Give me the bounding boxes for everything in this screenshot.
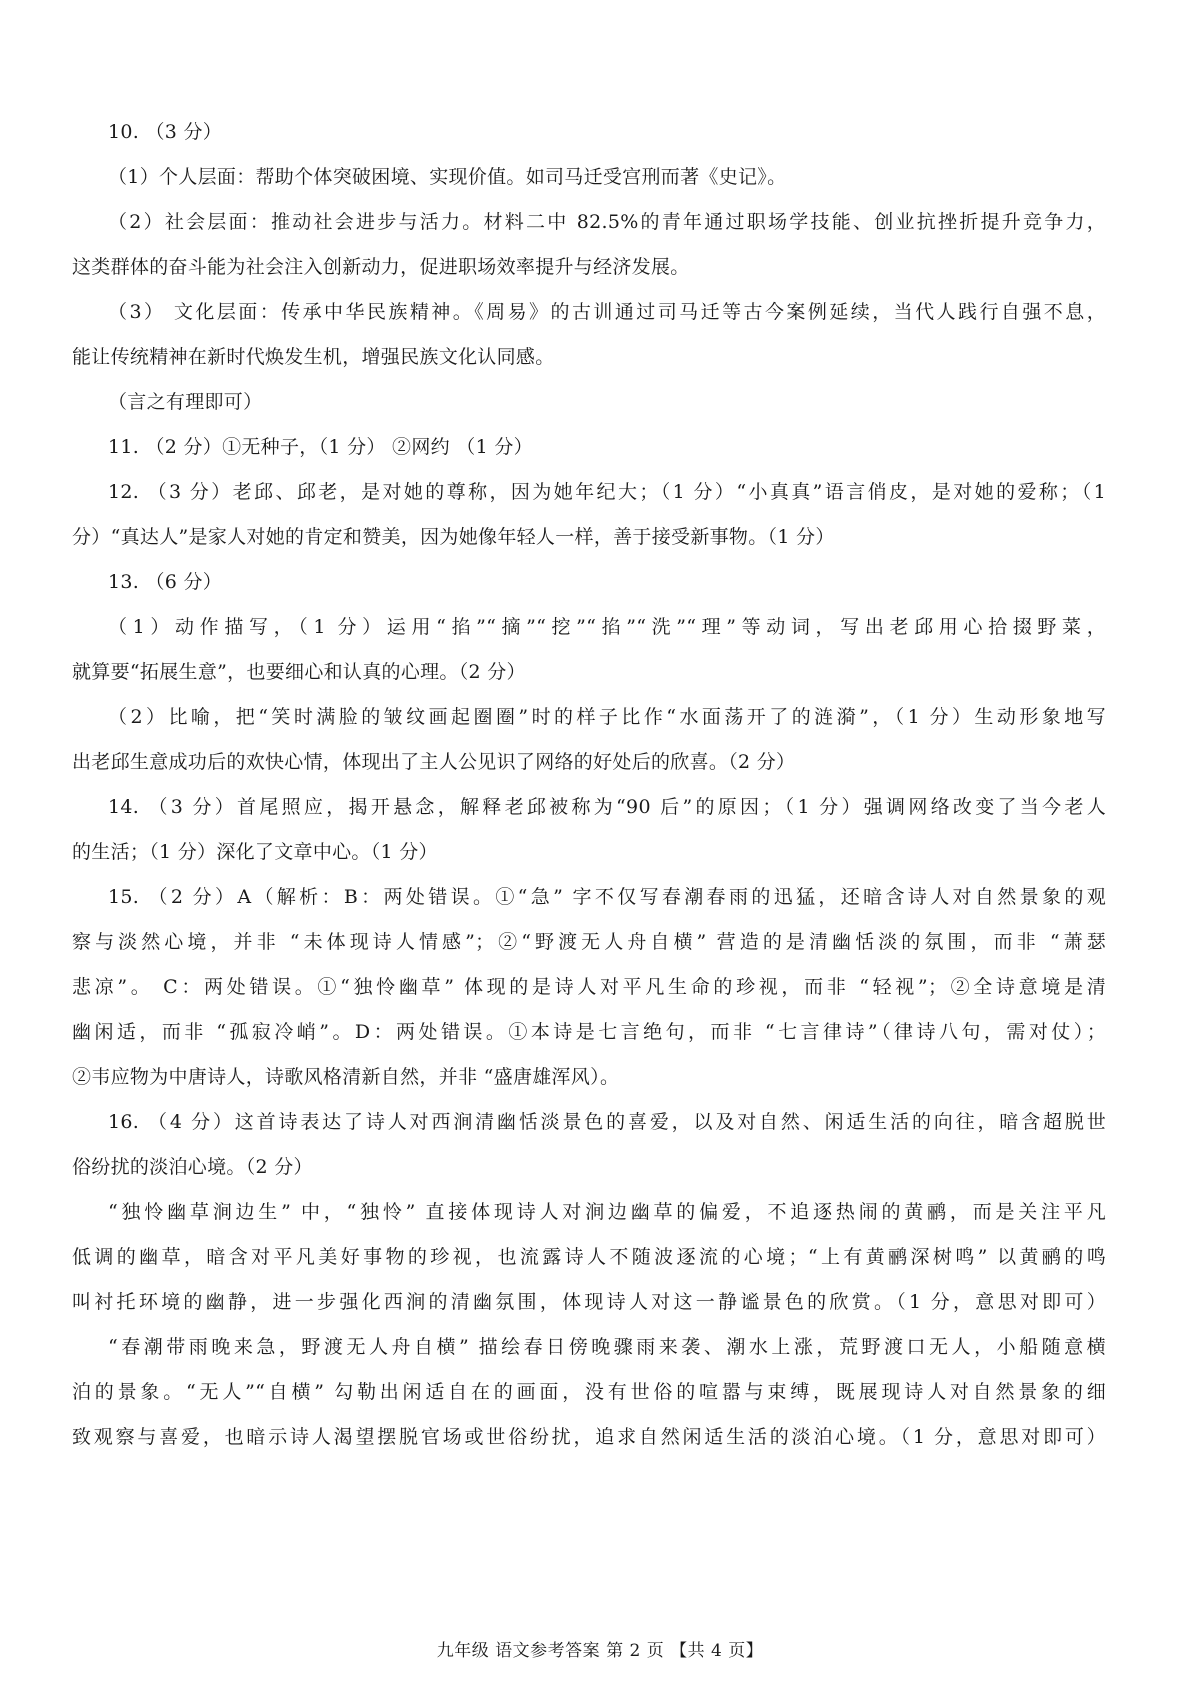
q11-answer: 11. （2 分）①无种子，（1 分） ②网约 （1 分） xyxy=(108,436,533,458)
q15-answer-line-2: 察与淡然心境，并非 “未体现诗人情感”；②“野渡无人舟自横” 营造的是清幽恬淡的氛围，而非 “萧瑟 xyxy=(72,931,1106,953)
q10-point-2-line-2: 这类群体的奋斗能为社会注入创新动力，促进职场效率提升与经济发展。 xyxy=(72,256,690,278)
q13-point-2-line-2: 出老邱生意成功后的欢快心情，体现出了主人公见识了网络的好处后的欣喜。（2 分） xyxy=(72,751,796,773)
q15-answer-line-1: 15. （2 分）A（解析：B：两处错误。①“急” 字不仅写春潮春雨的迅猛，还暗含诗人对自然景象的观 xyxy=(108,886,1106,908)
q15-answer-line-4: 幽闲适，而非 “孤寂冷峭”。D：两处错误。①本诗是七言绝句，而非 “七言律诗”（律诗八句，需对仗）； xyxy=(72,1021,1106,1043)
q13-heading: 13. （6 分） xyxy=(108,571,223,593)
q12-answer-line-2: 分）“真达人”是家人对她的肯定和赞美，因为她像年轻人一样，善于接受新事物。（1 分） xyxy=(72,526,835,548)
q16-answer-line-4: 低调的幽草，暗含对平凡美好事物的珍视，也流露诗人不随波逐流的心境；“上有黄鹂深树鸣” 以黄鹂的鸣 xyxy=(72,1246,1106,1268)
q10-point-3-line-1: （3） 文化层面：传承中华民族精神。《周易》的古训通过司马迁等古今案例延续，当代人践行自强不息， xyxy=(108,301,1106,323)
q16-answer-line-6: “春潮带雨晚来急，野渡无人舟自横” 描绘春日傍晚骤雨来袭、潮水上涨，荒野渡口无人，小船随意横 xyxy=(108,1336,1106,1358)
q14-answer-line-1: 14. （3 分）首尾照应，揭开悬念，解释老邱被称为“90 后”的原因；（1 分）强调网络改变了当今老人 xyxy=(108,796,1106,818)
q15-answer-line-3: 悲凉”。 C：两处错误。①“独怜幽草” 体现的是诗人对平凡生命的珍视，而非 “轻视”；②全诗意境是清 xyxy=(72,976,1106,998)
q10-point-2-line-1: （2）社会层面：推动社会进步与活力。材料二中 82.5%的青年通过职场学技能、创业抗挫折提升竞争力， xyxy=(108,211,1106,233)
q16-answer-line-8: 致观察与喜爱，也暗示诗人渴望摆脱官场或世俗纷扰，追求自然闲适生活的淡泊心境。（1 分，意思对即可） xyxy=(72,1426,1106,1448)
q16-answer-line-7: 泊的景象。“无人”“自横” 勾勒出闲适自在的画面，没有世俗的喧嚣与束缚，既展现诗人对自然景象的细 xyxy=(72,1381,1106,1403)
q14-answer-line-2: 的生活；（1 分）深化了文章中心。（1 分） xyxy=(72,841,438,863)
q16-answer-line-3: “独怜幽草涧边生” 中，“独怜” 直接体现诗人对涧边幽草的偏爱，不追逐热闹的黄鹂，而是关注平凡 xyxy=(108,1201,1106,1223)
q10-point-3-line-2: 能让传统精神在新时代焕发生机，增强民族文化认同感。 xyxy=(72,346,555,368)
q13-point-1-line-2: 就算要“拓展生意”，也要细心和认真的心理。（2 分） xyxy=(72,661,526,683)
q15-answer-line-5: ②韦应物为中唐诗人，诗歌风格清新自然，并非 “盛唐雄浑风）。 xyxy=(72,1066,620,1088)
q13-point-2-line-1: （2）比喻，把“笑时满脸的皱纹画起圈圈”时的样子比作“水面荡开了的涟漪”，（1 分）生动形象地写 xyxy=(108,706,1106,728)
q16-answer-line-5: 叫衬托环境的幽静，进一步强化西涧的清幽氛围，体现诗人对这一静谧景色的欣赏。（1 分，意思对即可） xyxy=(72,1291,1106,1313)
page-footer: 九年级 语文参考答案 第 2 页 【共 4 页】 xyxy=(436,1641,764,1661)
q16-answer-line-2: 俗纷扰的淡泊心境。（2 分） xyxy=(72,1156,313,1178)
q10-heading: 10. （3 分） xyxy=(108,121,223,143)
q12-answer-line-1: 12. （3 分）老邱、邱老，是对她的尊称，因为她年纪大；（1 分）“小真真”语言俏皮，是对她的爱称；（1 xyxy=(108,481,1106,503)
q16-answer-line-1: 16. （4 分）这首诗表达了诗人对西涧清幽恬淡景色的喜爱，以及对自然、闲适生活的向往，暗含超脱世 xyxy=(108,1111,1106,1133)
q10-point-1: （1）个人层面：帮助个体突破困境、实现价值。如司马迁受宫刑而著《史记》。 xyxy=(108,166,787,188)
q10-note: （言之有理即可） xyxy=(108,391,263,413)
q13-point-1-line-1: （1）动作描写，（1 分）运用“掐”“摘”“挖”“掐”“洗”“理”等动词，写出老邱用心拾掇野菜， xyxy=(108,616,1106,638)
